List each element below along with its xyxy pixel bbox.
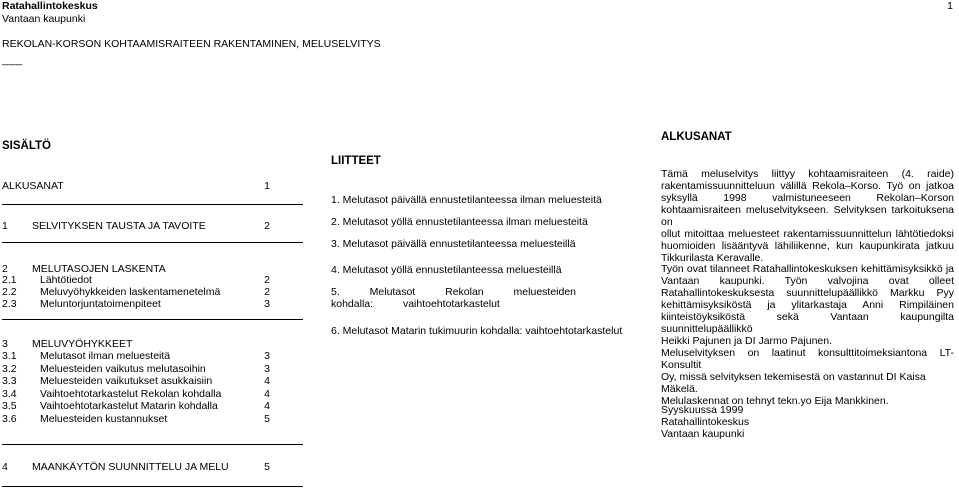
toc-divider (2, 486, 303, 487)
toc-row-title: Meluesteiden vaikutus melutasoihin (40, 363, 206, 375)
toc-row-number: 2.1 (2, 274, 17, 286)
toc-row-number: 3.1 (2, 350, 17, 362)
toc-row-title: SELVITYKSEN TAUSTA JA TAVOITE (32, 220, 206, 232)
toc-row-page: 5 (264, 413, 270, 425)
signature-city: Vantaan kaupunki (661, 428, 745, 441)
attachment-item: 4. Melutasot yöllä ennustetilanteessa meluesteillä (331, 264, 562, 276)
text-line: Vantaan kaupunki. Työn valvojina ovat olleet (661, 275, 954, 288)
toc-row-2-3 (2, 298, 270, 312)
attachment-item: 5. Melutasot Rekolan meluesteiden kohdalla: vaihtoehtotarkastelut (331, 286, 577, 311)
toc-divider (2, 204, 303, 205)
header-city: Vantaan kaupunki (2, 13, 86, 25)
preface-paragraph-2 (661, 263, 954, 347)
attachments-heading: LIITTEET (331, 155, 381, 167)
toc-row-chapter-1 (2, 220, 270, 234)
toc-row-number: 3 (2, 338, 8, 350)
toc-row-number: 3.3 (2, 375, 17, 387)
text-line: kehittämisyksiköstä ja ylitarkastaja Anni Rimpiläinen (661, 299, 954, 312)
toc-row-chapter-4 (2, 461, 270, 475)
text-line: rakentamissuunnitteluun välillä Rekola–Korso. Työ on jatkoa (661, 180, 954, 193)
toc-row-label: ALKUSANAT (2, 180, 64, 192)
text-line: Ratahallintokeskuksesta suunnittelupäällikkö Markku Pyy (661, 287, 954, 300)
toc-row-page: 1 (264, 180, 270, 192)
toc-row-page: 4 (264, 400, 270, 412)
toc-row-number: 2.3 (2, 298, 17, 310)
preface-paragraph-3 (661, 347, 954, 407)
preface-signature (661, 404, 954, 440)
toc-row-title: Meluntorjuntatoimenpiteet (40, 298, 161, 310)
toc-row-3-6 (2, 413, 270, 427)
text-line: Melulaskennat on tehnyt tekn.yo Eija Mankkinen. (661, 395, 889, 408)
toc-row-number: 4 (2, 461, 8, 473)
toc-row-page: 4 (264, 375, 270, 387)
toc-row-title: Vaihtoehtotarkastelut Matarin kohdalla (40, 400, 218, 412)
page-number: 1 (947, 0, 953, 12)
toc-row-number: 3.2 (2, 363, 17, 375)
preface-heading: ALKUSANAT (661, 131, 732, 143)
toc-row-page: 5 (264, 461, 270, 473)
toc-row-3-3 (2, 375, 270, 389)
document-title: REKOLAN-KORSON KOHTAAMISRAITEEN RAKENTAMINEN, MELUSELVITYS (2, 38, 381, 50)
signature-date: Syyskuussa 1999 (661, 404, 744, 416)
attachment-item: 1. Melutasot päivällä ennustetilanteessa ilman meluesteitä (331, 194, 602, 206)
toc-row-number: 3.6 (2, 413, 17, 425)
signature-org: Ratahallintokeskus (661, 416, 750, 429)
toc-row-page: 3 (264, 298, 270, 310)
text-line: syksyllä 1998 valmistuneeseen Rekolan–Korson (661, 192, 954, 205)
text-line: Tämä meluselvitys liittyy kohtaamisraiteen (4. raide) (661, 168, 954, 180)
text-line: Tikkurilasta Keravalle. (661, 252, 764, 265)
attachment-item: 2. Melutasot yöllä ennustetilanteessa ilman meluesteitä (331, 216, 588, 228)
toc-row-title: Meluesteiden vaikutukset asukkaisiin (40, 375, 213, 387)
toc-row-page: 3 (264, 350, 270, 362)
header-org: Ratahallintokeskus (2, 0, 98, 12)
text-line: huomioiden lisääntyvä lähiliikenne, kun kaupunkirata jatkuu (661, 240, 954, 253)
toc-row-title: Meluesteiden kustannukset (40, 413, 168, 425)
toc-row-title: MELUVYÖHYKKEET (32, 338, 133, 350)
toc-row-number: 3.4 (2, 388, 17, 400)
text-line: kohtaamisraiteen meluselvitykseen. Selvityksen tarkoituksena on (661, 204, 954, 229)
toc-divider (2, 242, 303, 243)
toc-row-page: 3 (264, 363, 270, 375)
toc-row-title: MELUTASOJEN LASKENTA (32, 263, 166, 275)
toc-row-title: MAANKÄYTÖN SUUNNITTELU JA MELU (32, 461, 229, 473)
toc-row-page: 2 (264, 274, 270, 286)
toc-row-title: Melutasot ilman meluesteitä (40, 350, 171, 362)
toc-row-page: 4 (264, 388, 270, 400)
toc-row-number: 2 (2, 263, 8, 275)
text-line: Meluselvityksen on laatinut konsulttitoimeksiantona LT-Konsultit (661, 347, 954, 372)
attachment-item: 3. Melutasot päivällä ennustetilanteessa meluesteillä (331, 238, 576, 250)
text-line: Oy, missä selvityksen tekemisestä on vastannut DI Kaisa Mäkelä. (661, 371, 926, 396)
toc-row-number: 3.5 (2, 400, 17, 412)
toc-row-title: Vaihtoehtotarkastelut Rekolan kohdalla (40, 388, 222, 400)
toc-row-title: Meluvyöhykkeiden laskentamenetelmä (40, 286, 221, 298)
toc-row-page: 2 (264, 220, 270, 232)
toc-row-page: 2 (264, 286, 270, 298)
toc-row-number: 1 (2, 220, 8, 232)
attachment-item: 6. Melutasot Matarin tukimuurin kohdalla: vaihtoehtotarkastelut (331, 325, 623, 337)
toc-row-3-1 (2, 350, 270, 364)
toc-divider (2, 444, 303, 445)
text-line: ollut mitoittaa meluesteet rakentamissuunnittelun lähtötiedoksi (661, 228, 954, 241)
title-underline: ____ (2, 54, 22, 66)
toc-heading: SISÄLTÖ (2, 140, 51, 152)
toc-row-title: Lähtötiedot (40, 274, 92, 286)
toc-row-3-5 (2, 400, 270, 414)
toc-divider (2, 319, 303, 320)
toc-row-preface (2, 180, 270, 194)
text-line: Heikki Pajunen ja DI Jarmo Pajunen. (661, 335, 833, 348)
preface-paragraph-1 (661, 168, 954, 265)
toc-row-number: 2.2 (2, 286, 17, 298)
text-line: kiinteistöyksiköstä sekä Vantaan kaupungilta suunnittelupäällikkö (661, 311, 954, 336)
text-line: Työn ovat tilanneet Ratahallintokeskuksen kehittämisyksikkö ja (661, 263, 954, 275)
